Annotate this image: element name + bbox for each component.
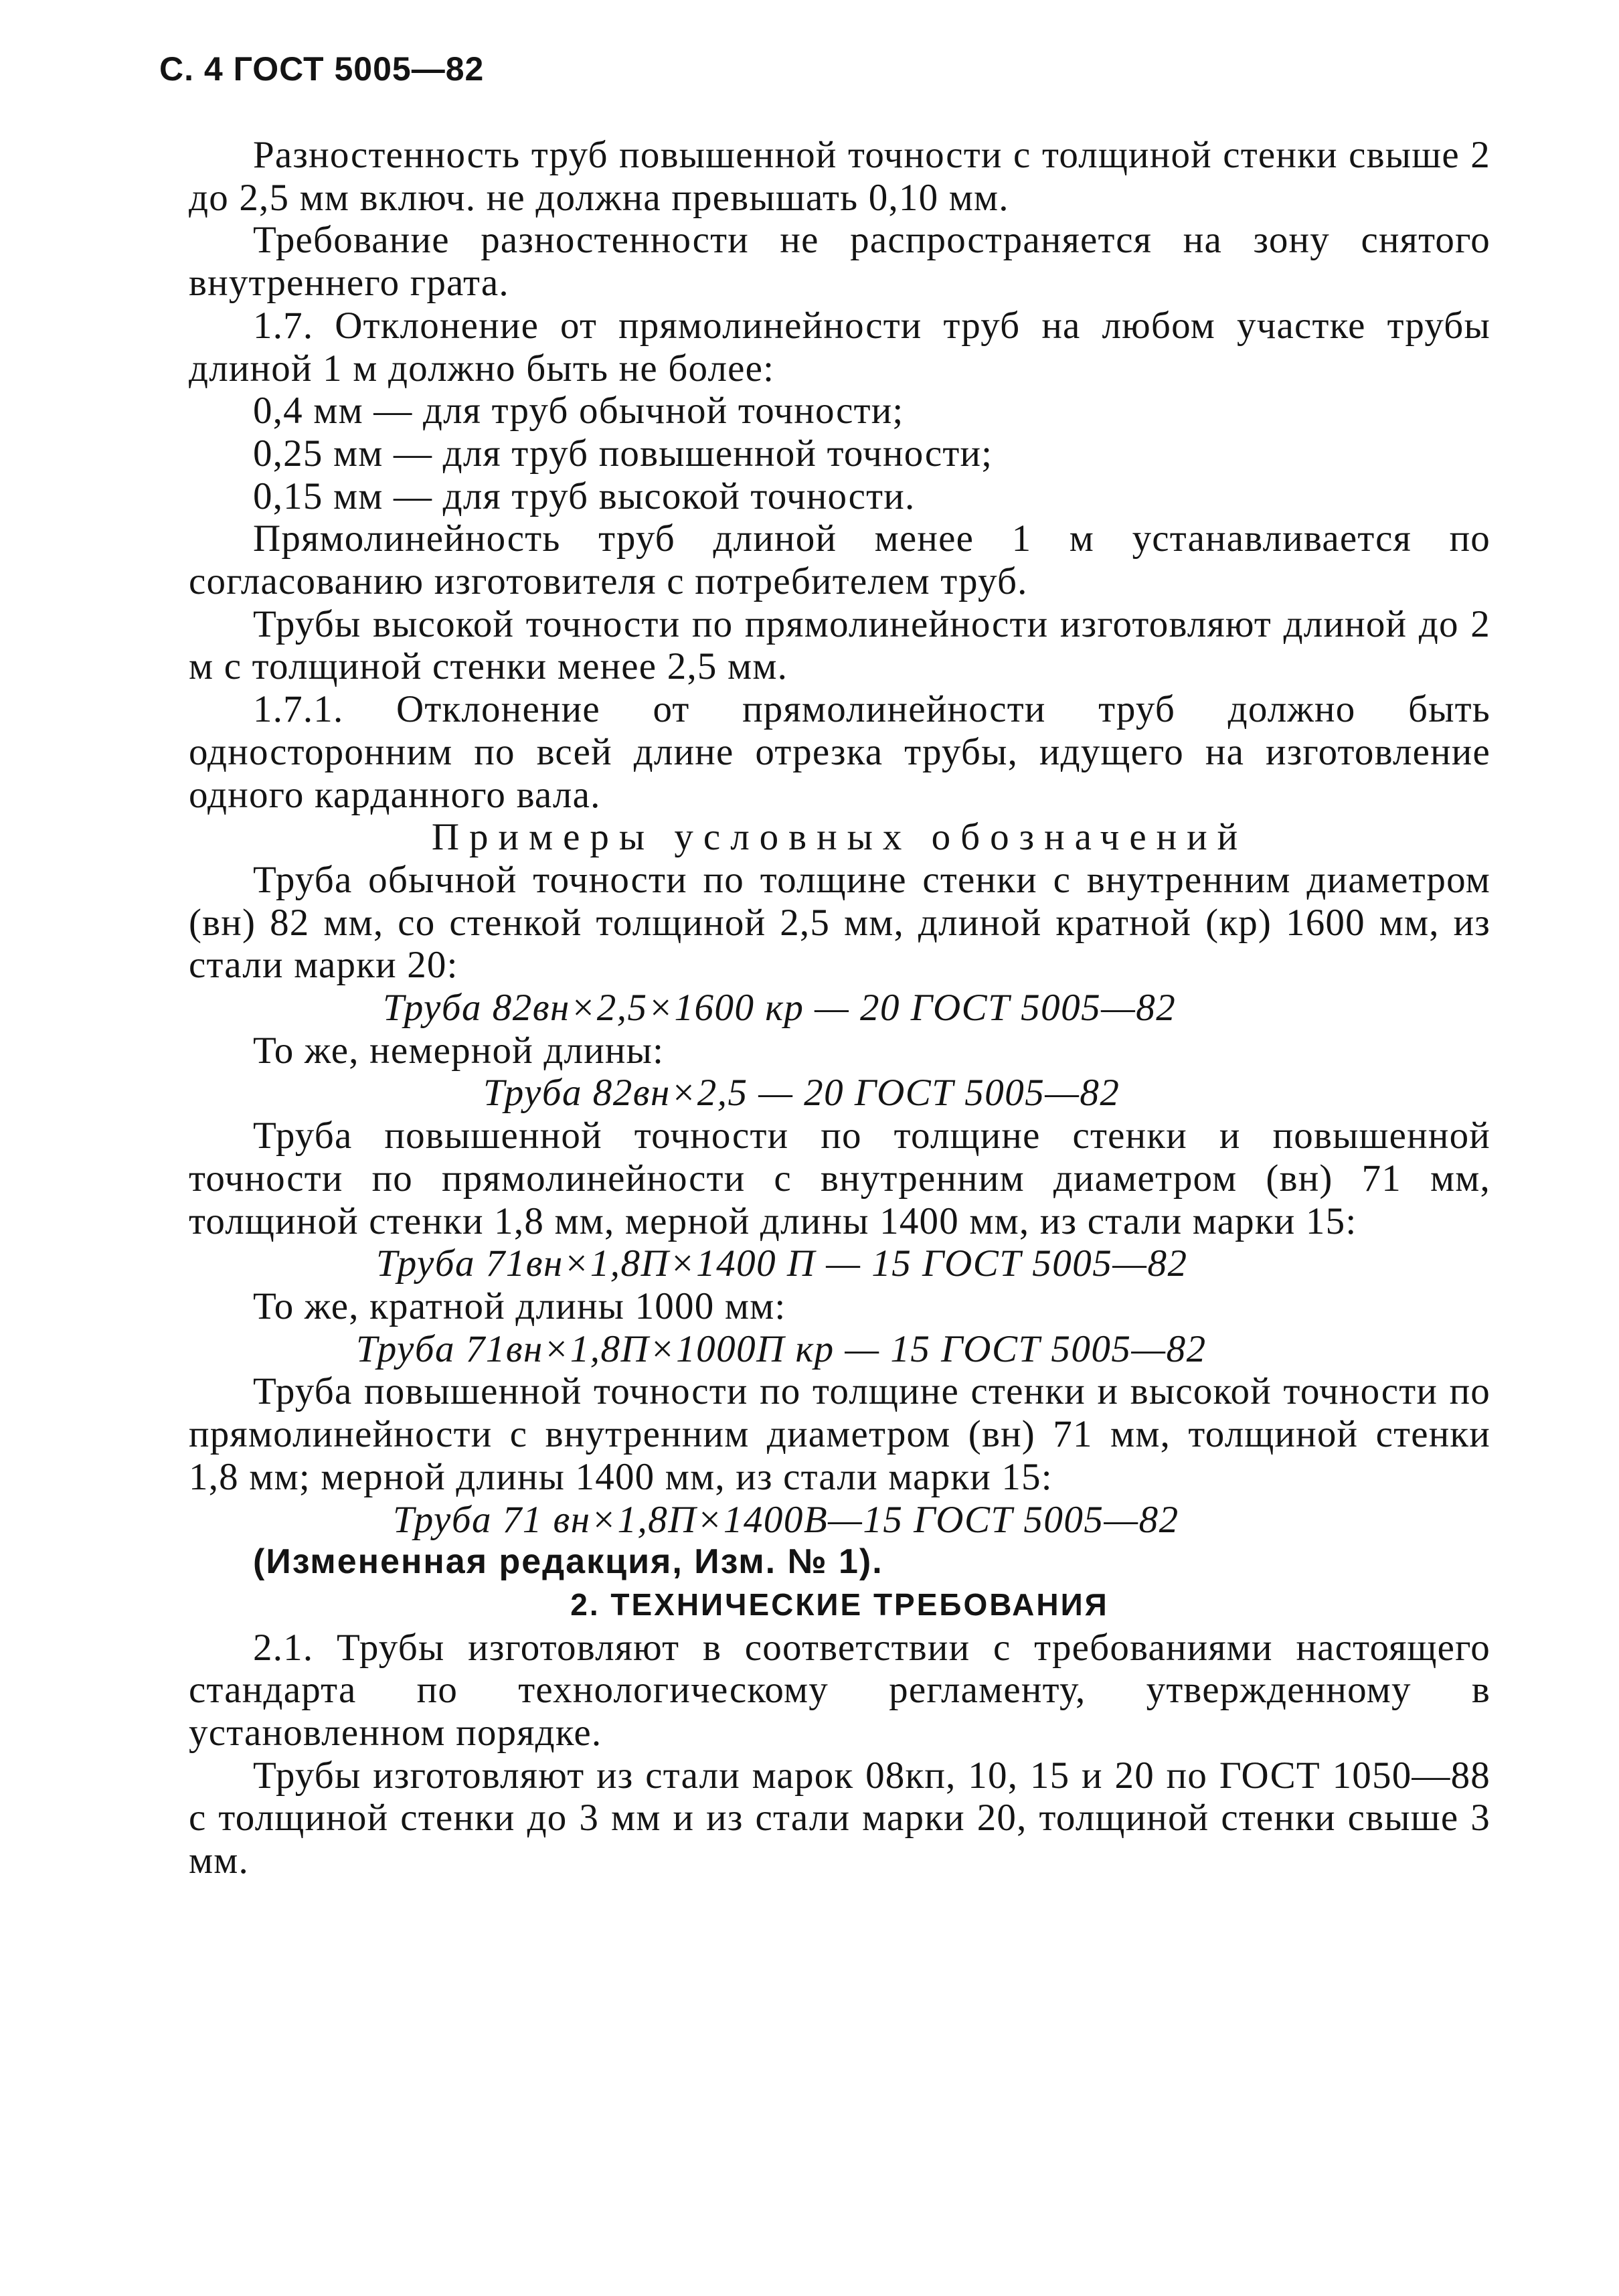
example-text: То же, немерной длины:: [253, 1029, 665, 1072]
designation-formula: Труба 82вн×2,5 — 20 ГОСТ 5005—82: [483, 1072, 1120, 1115]
list-item: 0,4 мм — для труб обычной точности;: [253, 390, 904, 432]
page-header: С. 4 ГОСТ 5005—82: [159, 50, 485, 88]
clause-1-7: 1.7. Отклонение от прямолинейности труб на любом участке трубы длиной 1 м должно быть не более:: [189, 304, 1490, 390]
amendment-note: (Измененная редакция, Изм. № 1).: [253, 1542, 883, 1582]
paragraph-wall-variation: Разностенность труб повышенной точности с толщиной стенки свыше 2 до 2,5 мм включ. не должна превышать 0,10 мм.: [189, 134, 1490, 219]
designation-formula: Труба 71вн×1,8П×1000П кр — 15 ГОСТ 5005—82: [356, 1327, 1207, 1370]
clause-1-7-1: 1.7.1. Отклонение от прямолинейности труб должно быть односторонним по всей длине отрезка трубы, идущего на изготовление одного карданного вала.: [189, 688, 1490, 816]
list-item: 0,15 мм — для труб высокой точности.: [253, 475, 916, 517]
paragraph-high-precision: Трубы высокой точности по прямолинейности изготовляют длиной до 2 м с толщиной стенки менее 2,5 мм.: [189, 602, 1490, 688]
example-text: Труба повышенной точности по толщине стенки и повышенной точности по прямолинейности с внутренним диаметром (вн) 71 мм, толщиной стенки 1,8 мм, мерной длины 1400 мм, из стали марки 15:: [189, 1115, 1490, 1242]
paragraph-steel-grades: Трубы изготовляют из стали марок 08кп, 10, 15 и 20 по ГОСТ 1050—88 с толщиной стенки до 3 мм и из стали марки 20, толщиной стенки свыше 3 мм.: [189, 1754, 1490, 1882]
example-text: То же, кратной длины 1000 мм:: [253, 1285, 786, 1327]
designation-formula: Труба 82вн×2,5×1600 кр — 20 ГОСТ 5005—82: [383, 987, 1177, 1030]
example-text: Труба повышенной точности по толщине стенки и высокой точности по прямолинейности с внутренним диаметром (вн) 71 мм, толщиной стенки 1,8 мм; мерной длины 1400 мм, из стали марки 15:: [189, 1370, 1490, 1498]
paragraph-wall-requirement: Требование разностенности не распространяется на зону снятого внутреннего грата.: [189, 219, 1490, 305]
list-item: 0,25 мм — для труб повышенной точности;: [253, 432, 993, 475]
section-title: 2. ТЕХНИЧЕСКИЕ ТРЕБОВАНИЯ: [570, 1586, 1109, 1622]
examples-heading: Примеры условных обозначений: [431, 816, 1248, 859]
paragraph-straightness: Прямолинейность труб длиной менее 1 м устанавливается по согласованию изготовителя с потребителем труб.: [189, 517, 1490, 603]
clause-2-1: 2.1. Трубы изготовляют в соответствии с требованиями настоящего стандарта по технологическому регламенту, утвержденному в установленном порядке.: [189, 1626, 1490, 1754]
page-content: [189, 134, 1490, 1882]
designation-formula: Труба 71вн×1,8П×1400 П — 15 ГОСТ 5005—82: [376, 1242, 1188, 1285]
example-text: Труба обычной точности по толщине стенки с внутренним диаметром (вн) 82 мм, со стенкой толщиной 2,5 мм, длиной кратной (кр) 1600 мм, из стали марки 20:: [189, 858, 1490, 987]
designation-formula: Труба 71 вн×1,8П×1400В—15 ГОСТ 5005—82: [393, 1498, 1179, 1541]
